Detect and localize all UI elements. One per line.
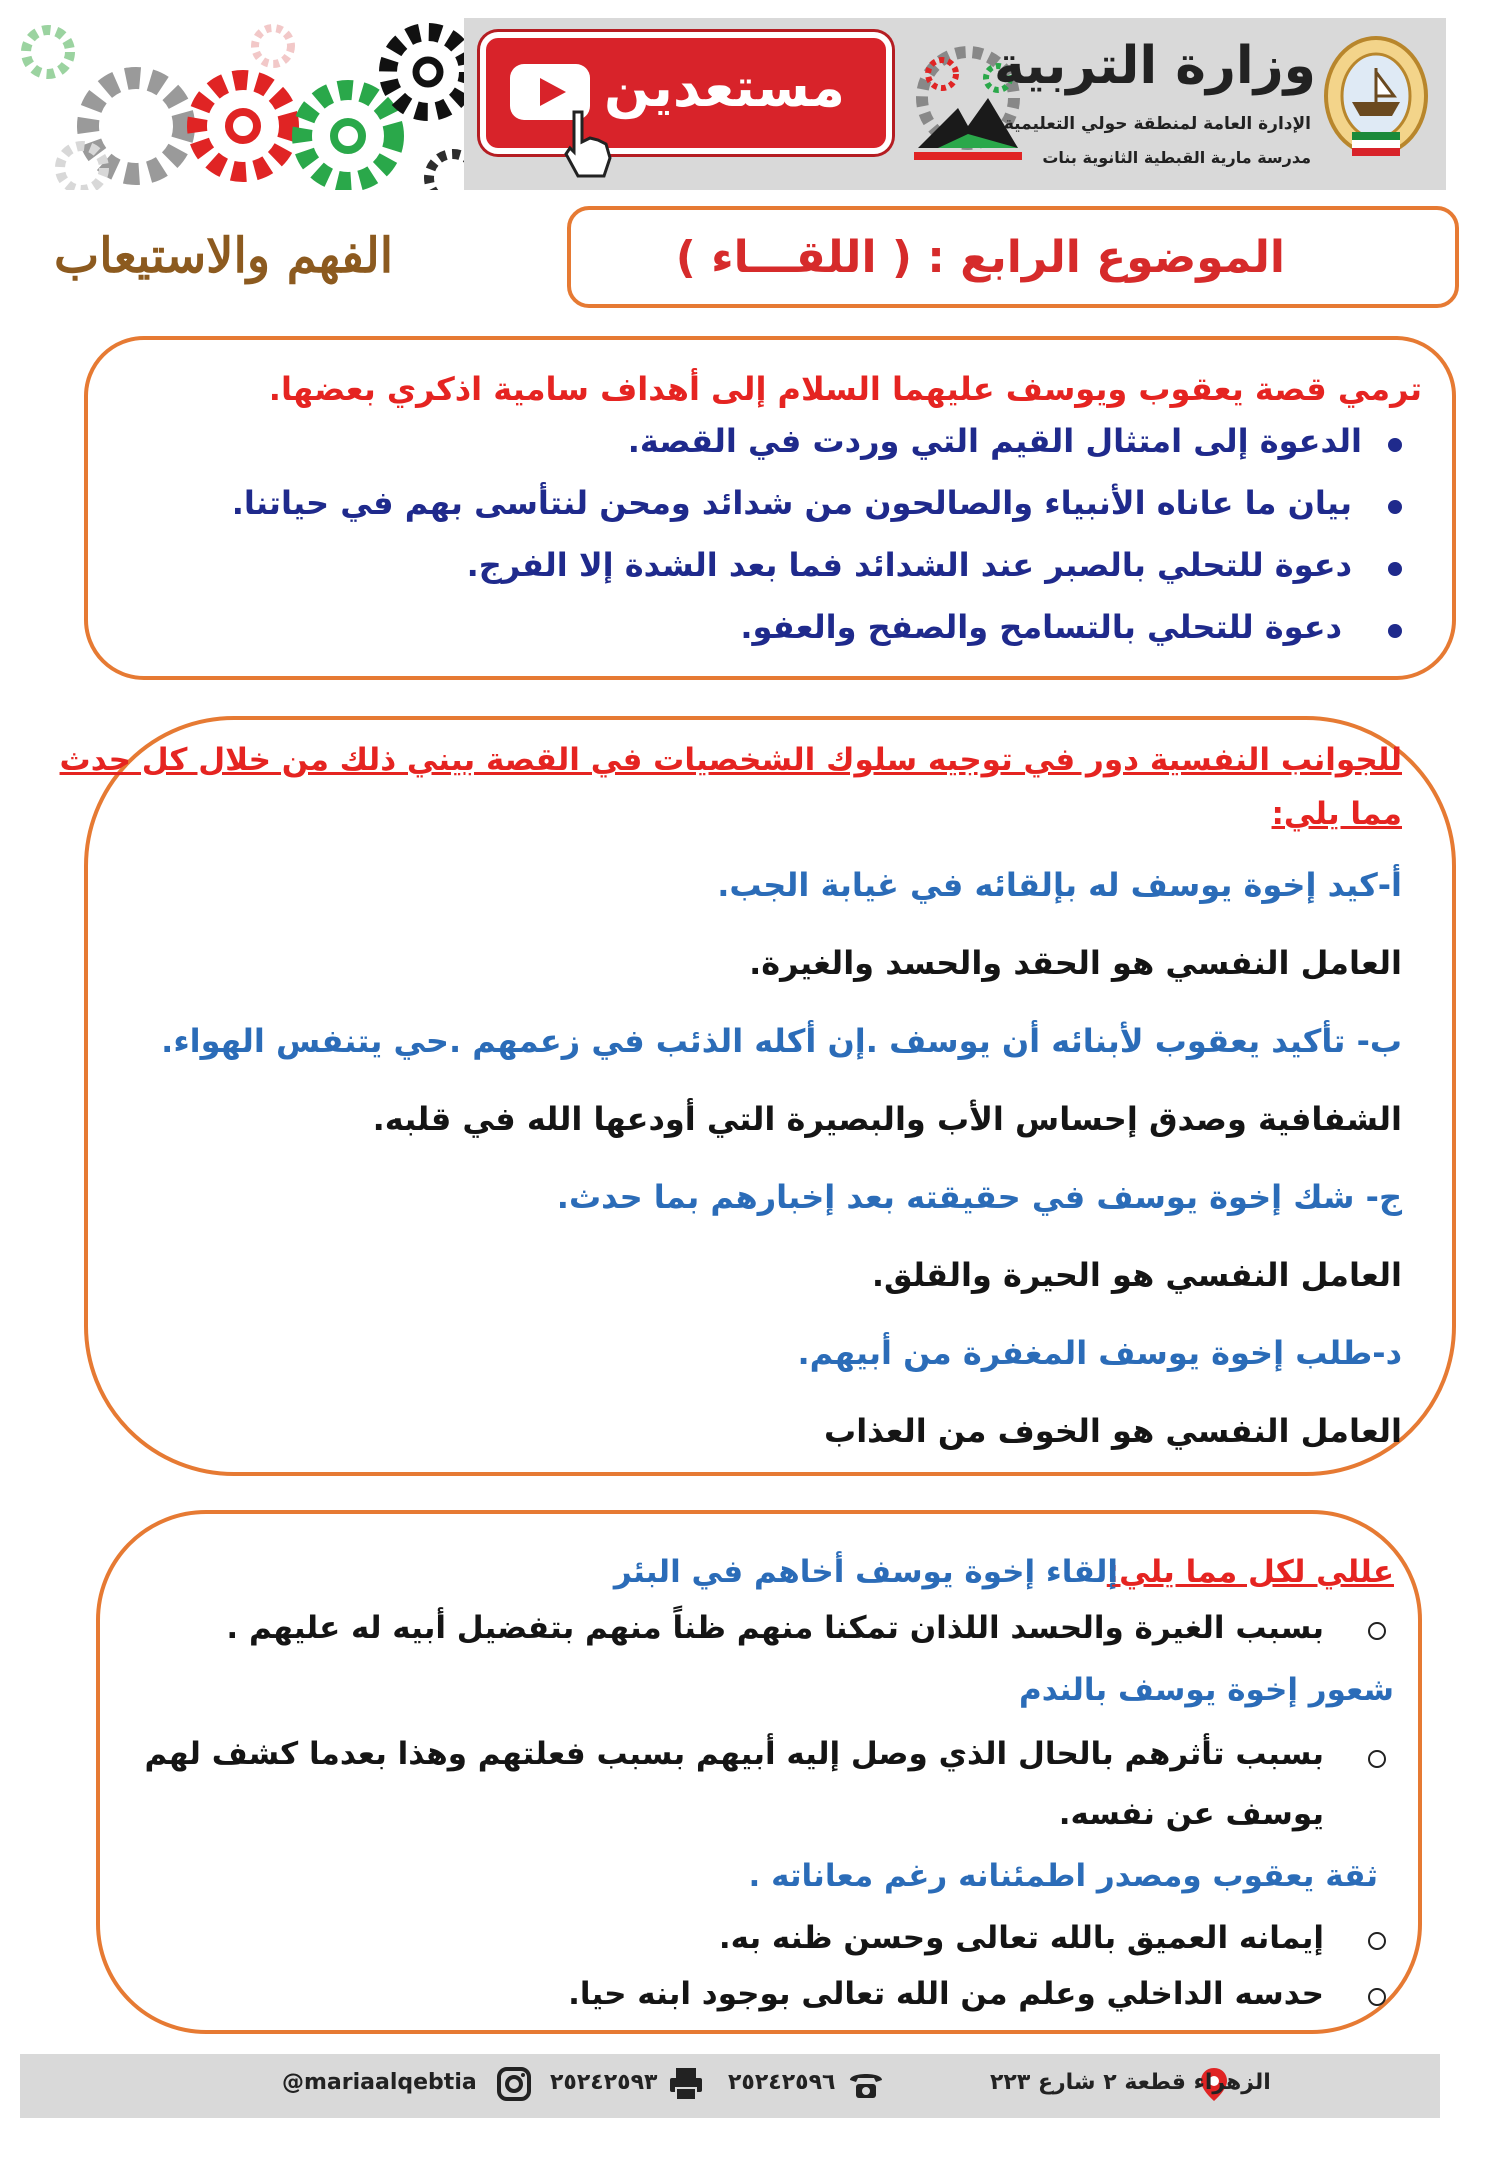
telephone-icon <box>846 2064 886 2104</box>
ministry-title: وزارة التربية <box>993 36 1316 96</box>
explain-panel <box>96 1510 1422 2034</box>
ministry-subtitle-school: مدرسة مارية القبطية الثانوية بنات <box>1042 148 1311 167</box>
event-question: أ-كيد إخوة يوسف له بإلقائه في غيابة الجب. <box>717 866 1402 904</box>
gears-icon <box>18 18 464 190</box>
goal-item: دعوة للتحلي بالتسامح والصفح والعفو. <box>740 608 1342 646</box>
factor-answer: العامل النفسي هو الحقد والحسد والغيرة. <box>749 944 1402 982</box>
goals-panel <box>84 336 1456 680</box>
explain-answer-cont: يوسف عن نفسه. <box>1058 1796 1324 1832</box>
mustaeidin-button[interactable] <box>480 32 892 154</box>
pointer-hand-icon <box>556 108 616 180</box>
circle-bullet-icon <box>1368 1750 1386 1768</box>
footer-address: الزهراء قطعة ٢ شارع ٢٢٣ <box>990 2070 1271 2095</box>
circle-bullet-icon <box>1368 1932 1386 1950</box>
fax-printer-icon <box>666 2064 706 2104</box>
goals-intro: ترمي قصة يعقوب ويوسف عليهما السلام إلى أهداف سامية اذكري بعضها. <box>268 370 1422 408</box>
event-question: ب- تأكيد يعقوب لأبنائه أن يوسف .إن أكله الذئب في زعمهم .حي يتنفس الهواء. <box>161 1022 1402 1060</box>
footer-bar <box>20 2054 1440 2118</box>
bullet-icon <box>1388 624 1402 638</box>
goal-item: دعوة للتحلي بالصبر عند الشدائد فما بعد الشدة إلا الفرج. <box>466 546 1352 584</box>
explain-answer: بسبب تأثرهم بالحال الذي وصل إليه أبيهم بسبب فعلتهم وهذا بعدما كشف لهم <box>144 1736 1324 1772</box>
factor-answer: العامل النفسي هو الحيرة والقلق. <box>871 1256 1402 1294</box>
footer-phone: ٢٥٢٤٢٥٩٦ <box>728 2070 836 2095</box>
event-question: د-طلب إخوة يوسف المغفرة من أبيهم. <box>797 1334 1402 1372</box>
circle-bullet-icon <box>1368 1622 1386 1640</box>
circle-bullet-icon <box>1368 1988 1386 2006</box>
explain-prompt: عللي لكل مما يلي: <box>1106 1554 1394 1590</box>
psych-prompt-cont: مما يلي: <box>1271 796 1402 832</box>
event-question: ج- شك إخوة يوسف في حقيقته بعد إخبارهم بما حدث. <box>556 1178 1402 1216</box>
bullet-icon <box>1388 438 1402 452</box>
section-title: الفهم والاستيعاب <box>54 228 394 284</box>
footer-fax: ٢٥٢٤٢٥٩٣ <box>550 2070 658 2095</box>
explain-item-title: ثقة يعقوب ومصدر اطمئنانه رغم معاناته . <box>748 1858 1378 1894</box>
bullet-icon <box>1388 562 1402 576</box>
gears-decoration <box>18 18 464 190</box>
explain-item-title: شعور إخوة يوسف بالندم <box>1018 1672 1394 1708</box>
goal-item: الدعوة إلى امتثال القيم التي وردت في القصة. <box>627 422 1362 460</box>
psych-prompt: للجوانب النفسية دور في توجيه سلوك الشخصيات في القصة بيني ذلك من خلال كل حدث <box>59 742 1402 778</box>
factor-answer: العامل النفسي هو الخوف من العذاب <box>824 1412 1402 1450</box>
ministry-subtitle-region: الإدارة العامة لمنطقة حولي التعليمية <box>1003 114 1311 134</box>
explain-answer: حدسه الداخلي وعلم من الله تعالى بوجود ابنه حيا. <box>568 1976 1324 2012</box>
topic-title: الموضوع الرابع : ( اللقـــاء ) <box>675 232 1285 283</box>
bullet-icon <box>1388 500 1402 514</box>
explain-answer: بسبب الغيرة والحسد اللذان تمكنا منهم ظناً منهم بتفضيل أبيه له عليهم . <box>226 1610 1324 1646</box>
goal-item: بيان ما عاناه الأنبياء والصالحون من شدائد ومحن لنتأسى بهم في حياتنا. <box>231 484 1352 522</box>
header-banner <box>18 18 1446 190</box>
cta-label: مستعدين <box>604 56 845 119</box>
footer-social-handle[interactable]: @mariaalqebtia <box>282 2070 477 2095</box>
explain-answer: إيمانه العميق بالله تعالى وحسن ظنه به. <box>718 1920 1324 1956</box>
instagram-icon[interactable] <box>494 2064 534 2104</box>
topic-title-box <box>567 206 1459 308</box>
kuwait-emblem-icon <box>1320 32 1432 176</box>
psych-panel <box>59 716 1456 1476</box>
factor-answer: الشفافية وصدق إحساس الأب والبصيرة التي أودعها الله في قلبه. <box>372 1100 1402 1138</box>
explain-item-title: إلقاء إخوة يوسف أخاهم في البئر <box>613 1554 1118 1590</box>
